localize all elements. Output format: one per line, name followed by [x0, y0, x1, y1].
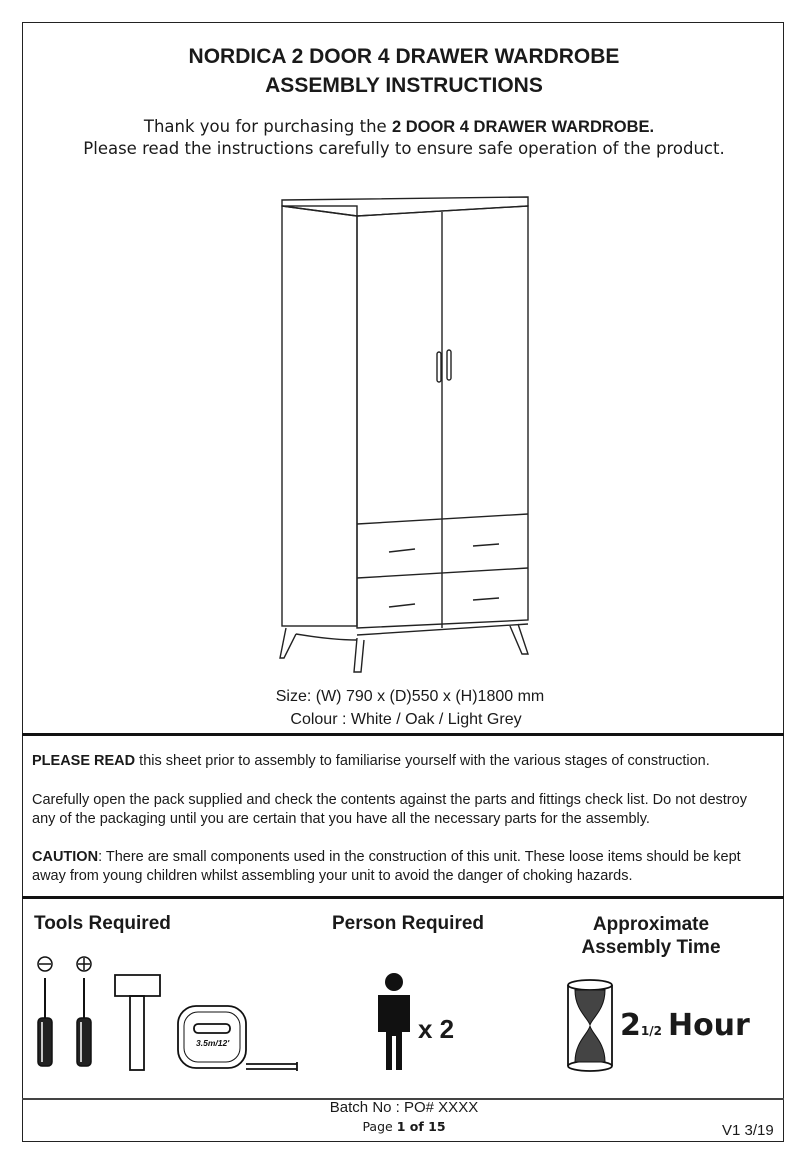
person-heading: Person Required — [331, 913, 485, 934]
caution-note: CAUTION: There are small components used in the construction of this unit. These loose items should be kept away from young children whilst assembling your unit to avoid the danger of choking hazards. — [32, 849, 741, 884]
flathead-screwdriver-icon — [38, 957, 52, 1066]
wardrobe-illustration — [280, 197, 528, 672]
thanks-line: Thank you for purchasing the 2 DOOR 4 DRAWER WARDROBE. — [143, 117, 655, 136]
page-title: NORDICA 2 DOOR 4 DRAWER WARDROBE — [188, 45, 620, 68]
product-colour: Colour : White / Oak / Light Grey — [290, 711, 522, 728]
page-number: Page 1 of 15 — [362, 1119, 446, 1134]
tools-heading: Tools Required — [34, 913, 171, 934]
product-name: 2 DOOR 4 DRAWER WARDROBE. — [391, 118, 655, 136]
person-count: x 2 — [418, 1014, 455, 1044]
divider — [22, 733, 784, 736]
divider — [22, 896, 784, 899]
hourglass-icon — [568, 980, 612, 1071]
please-read-note: PLEASE READ this sheet prior to assembly to familiarise yourself with the various stages of construction. — [32, 753, 710, 769]
page-subtitle: ASSEMBLY INSTRUCTIONS — [265, 74, 543, 97]
open-pack-note: Carefully open the pack supplied and check the contents against the parts and fittings check list. Do not destroy any of the packaging until you are certain that you have all the necessary parts for the assembly. — [32, 792, 747, 827]
phillips-screwdriver-icon — [77, 957, 91, 1066]
assembly-time: 21/2 Hour — [620, 1008, 750, 1043]
time-heading: Approximate Assembly Time — [581, 914, 721, 958]
instructions-note: Please read the instructions carefully to ensure safe operation of the product. — [83, 139, 725, 158]
product-size: Size: (W) 790 x (D)550 x (H)1800 mm — [275, 688, 545, 705]
version-label: V1 3/19 — [722, 1122, 774, 1139]
person-icon — [378, 973, 410, 1070]
tape-measure-label: 3.5m/12' — [196, 1038, 230, 1048]
hammer-icon — [115, 975, 160, 1070]
batch-number: Batch No : PO# XXXX — [329, 1099, 479, 1116]
